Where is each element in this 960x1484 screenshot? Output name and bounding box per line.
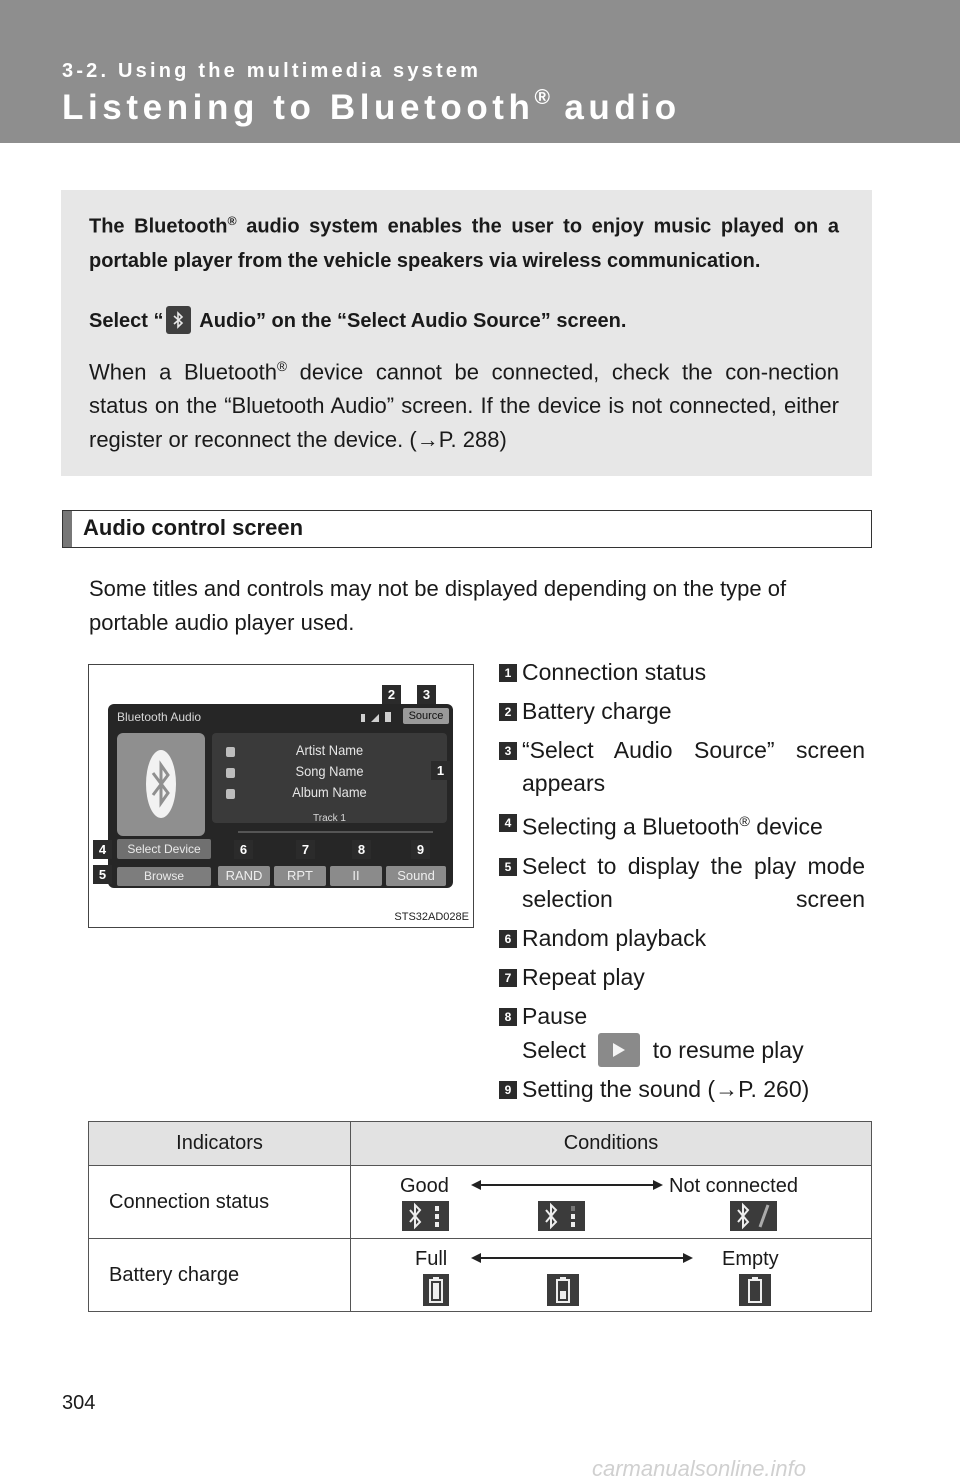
signal-good-icon (402, 1201, 449, 1231)
pause-button[interactable]: II (330, 866, 382, 886)
double-arrow-icon (473, 1184, 661, 1186)
heading-bar (63, 511, 72, 547)
callout-badge-9: 9 (411, 840, 430, 859)
callout-badge-4: 4 (93, 840, 112, 859)
album-row: Album Name (212, 784, 447, 804)
callout-item: 5 Select to display the play mode selection screen (499, 850, 865, 916)
table-header: Indicators (89, 1122, 351, 1166)
callout-badge-6: 6 (234, 840, 253, 859)
battery-full-icon (423, 1274, 449, 1306)
audio-screen-figure (88, 664, 474, 928)
callout-item: 6 Random playback (499, 922, 865, 955)
song-row: Song Name (212, 763, 447, 783)
sound-button[interactable]: Sound (386, 866, 446, 886)
track-label: Track 1 (313, 813, 346, 824)
callout-badge-3: 3 (417, 685, 436, 704)
table-header: Conditions (351, 1122, 872, 1166)
signal-disconnected-icon (730, 1201, 777, 1231)
indicator-table (88, 1121, 872, 1312)
intro-bold-text: The Bluetooth® audio system enables the user to enjoy music played on a portable player from the vehicle speakers via wireless communication. (89, 214, 839, 272)
bluetooth-logo-icon (146, 749, 176, 819)
table-header-row (89, 1122, 872, 1166)
album-art (117, 733, 205, 836)
callout-badge-1: 1 (431, 761, 450, 780)
intro-box (61, 190, 872, 476)
table-row (89, 1239, 872, 1312)
bluetooth-icon (166, 306, 191, 334)
callout-badge-8: 8 (352, 840, 371, 859)
figure-code: STS32AD028E (394, 911, 469, 923)
page-number: 304 (62, 1392, 96, 1414)
callout-item: 8 Pause Select to resume play (499, 1000, 865, 1067)
callout-item: 1 Connection status (499, 656, 865, 689)
callout-badge-5: 5 (93, 865, 112, 884)
artist-row: Artist Name (212, 742, 447, 762)
subsection-title: Audio control screen (83, 515, 304, 540)
scale-right-label: Empty (722, 1248, 779, 1270)
subsection-heading (62, 510, 872, 548)
page-title: Listening to Bluetooth® audio (62, 86, 681, 127)
row-label: Battery charge (89, 1239, 351, 1312)
screen-title: Bluetooth Audio (117, 710, 202, 724)
callout-list (499, 656, 865, 1112)
battery-scale-cell (351, 1239, 872, 1312)
scale-left-label: Full (415, 1248, 448, 1270)
intro-connection-note: When a Bluetooth® device cannot be connected, check the con-nection status on the “Bluetooth Audio” screen. If the device is not connected, either register or reconnect the device. (→P. 288) (89, 359, 839, 453)
table-row (89, 1166, 872, 1239)
availability-note: Some titles and controls may not be displayed depending on the type of portable audio player used. (89, 576, 787, 635)
row-label: Connection status (89, 1166, 351, 1239)
bluetooth-audio-screen (108, 704, 453, 888)
track-info-panel (212, 733, 447, 823)
browse-button[interactable]: Browse (117, 867, 211, 886)
battery-scale (352, 1240, 870, 1310)
select-device-button[interactable]: Select Device (117, 839, 211, 859)
battery-empty-icon (739, 1274, 771, 1306)
callout-badge-2: 2 (382, 685, 401, 704)
scale-right-label: Not connected (669, 1175, 798, 1197)
status-icons (361, 711, 397, 723)
source-button[interactable]: Source (403, 708, 449, 724)
callout-item: 2 Battery charge (499, 695, 865, 728)
connection-scale (352, 1167, 870, 1237)
callout-item: 4 Selecting a Bluetooth® device (499, 806, 865, 844)
rand-button[interactable]: RAND (218, 866, 270, 886)
callout-item: 3 “Select Audio Source” screen appears (499, 734, 865, 800)
section-label: 3-2. Using the multimedia system (62, 60, 482, 82)
watermark: carmanualsonline.info (592, 1456, 807, 1481)
intro-select-instruction: Select “ Audio” on the “Select Audio Source” screen. (89, 304, 839, 338)
callout-item: 9 Setting the sound (→P. 260) (499, 1073, 865, 1106)
rpt-button[interactable]: RPT (274, 866, 326, 886)
double-arrow-icon (473, 1257, 691, 1259)
battery-half-icon (547, 1274, 579, 1306)
scale-left-label: Good (400, 1175, 449, 1197)
signal-medium-icon (538, 1201, 585, 1231)
callout-item: 7 Repeat play (499, 961, 865, 994)
connection-scale-cell (351, 1166, 872, 1239)
play-icon (598, 1033, 640, 1067)
chapter-header (0, 0, 960, 143)
callout-badge-7: 7 (296, 840, 315, 859)
progress-bar[interactable] (238, 831, 433, 833)
